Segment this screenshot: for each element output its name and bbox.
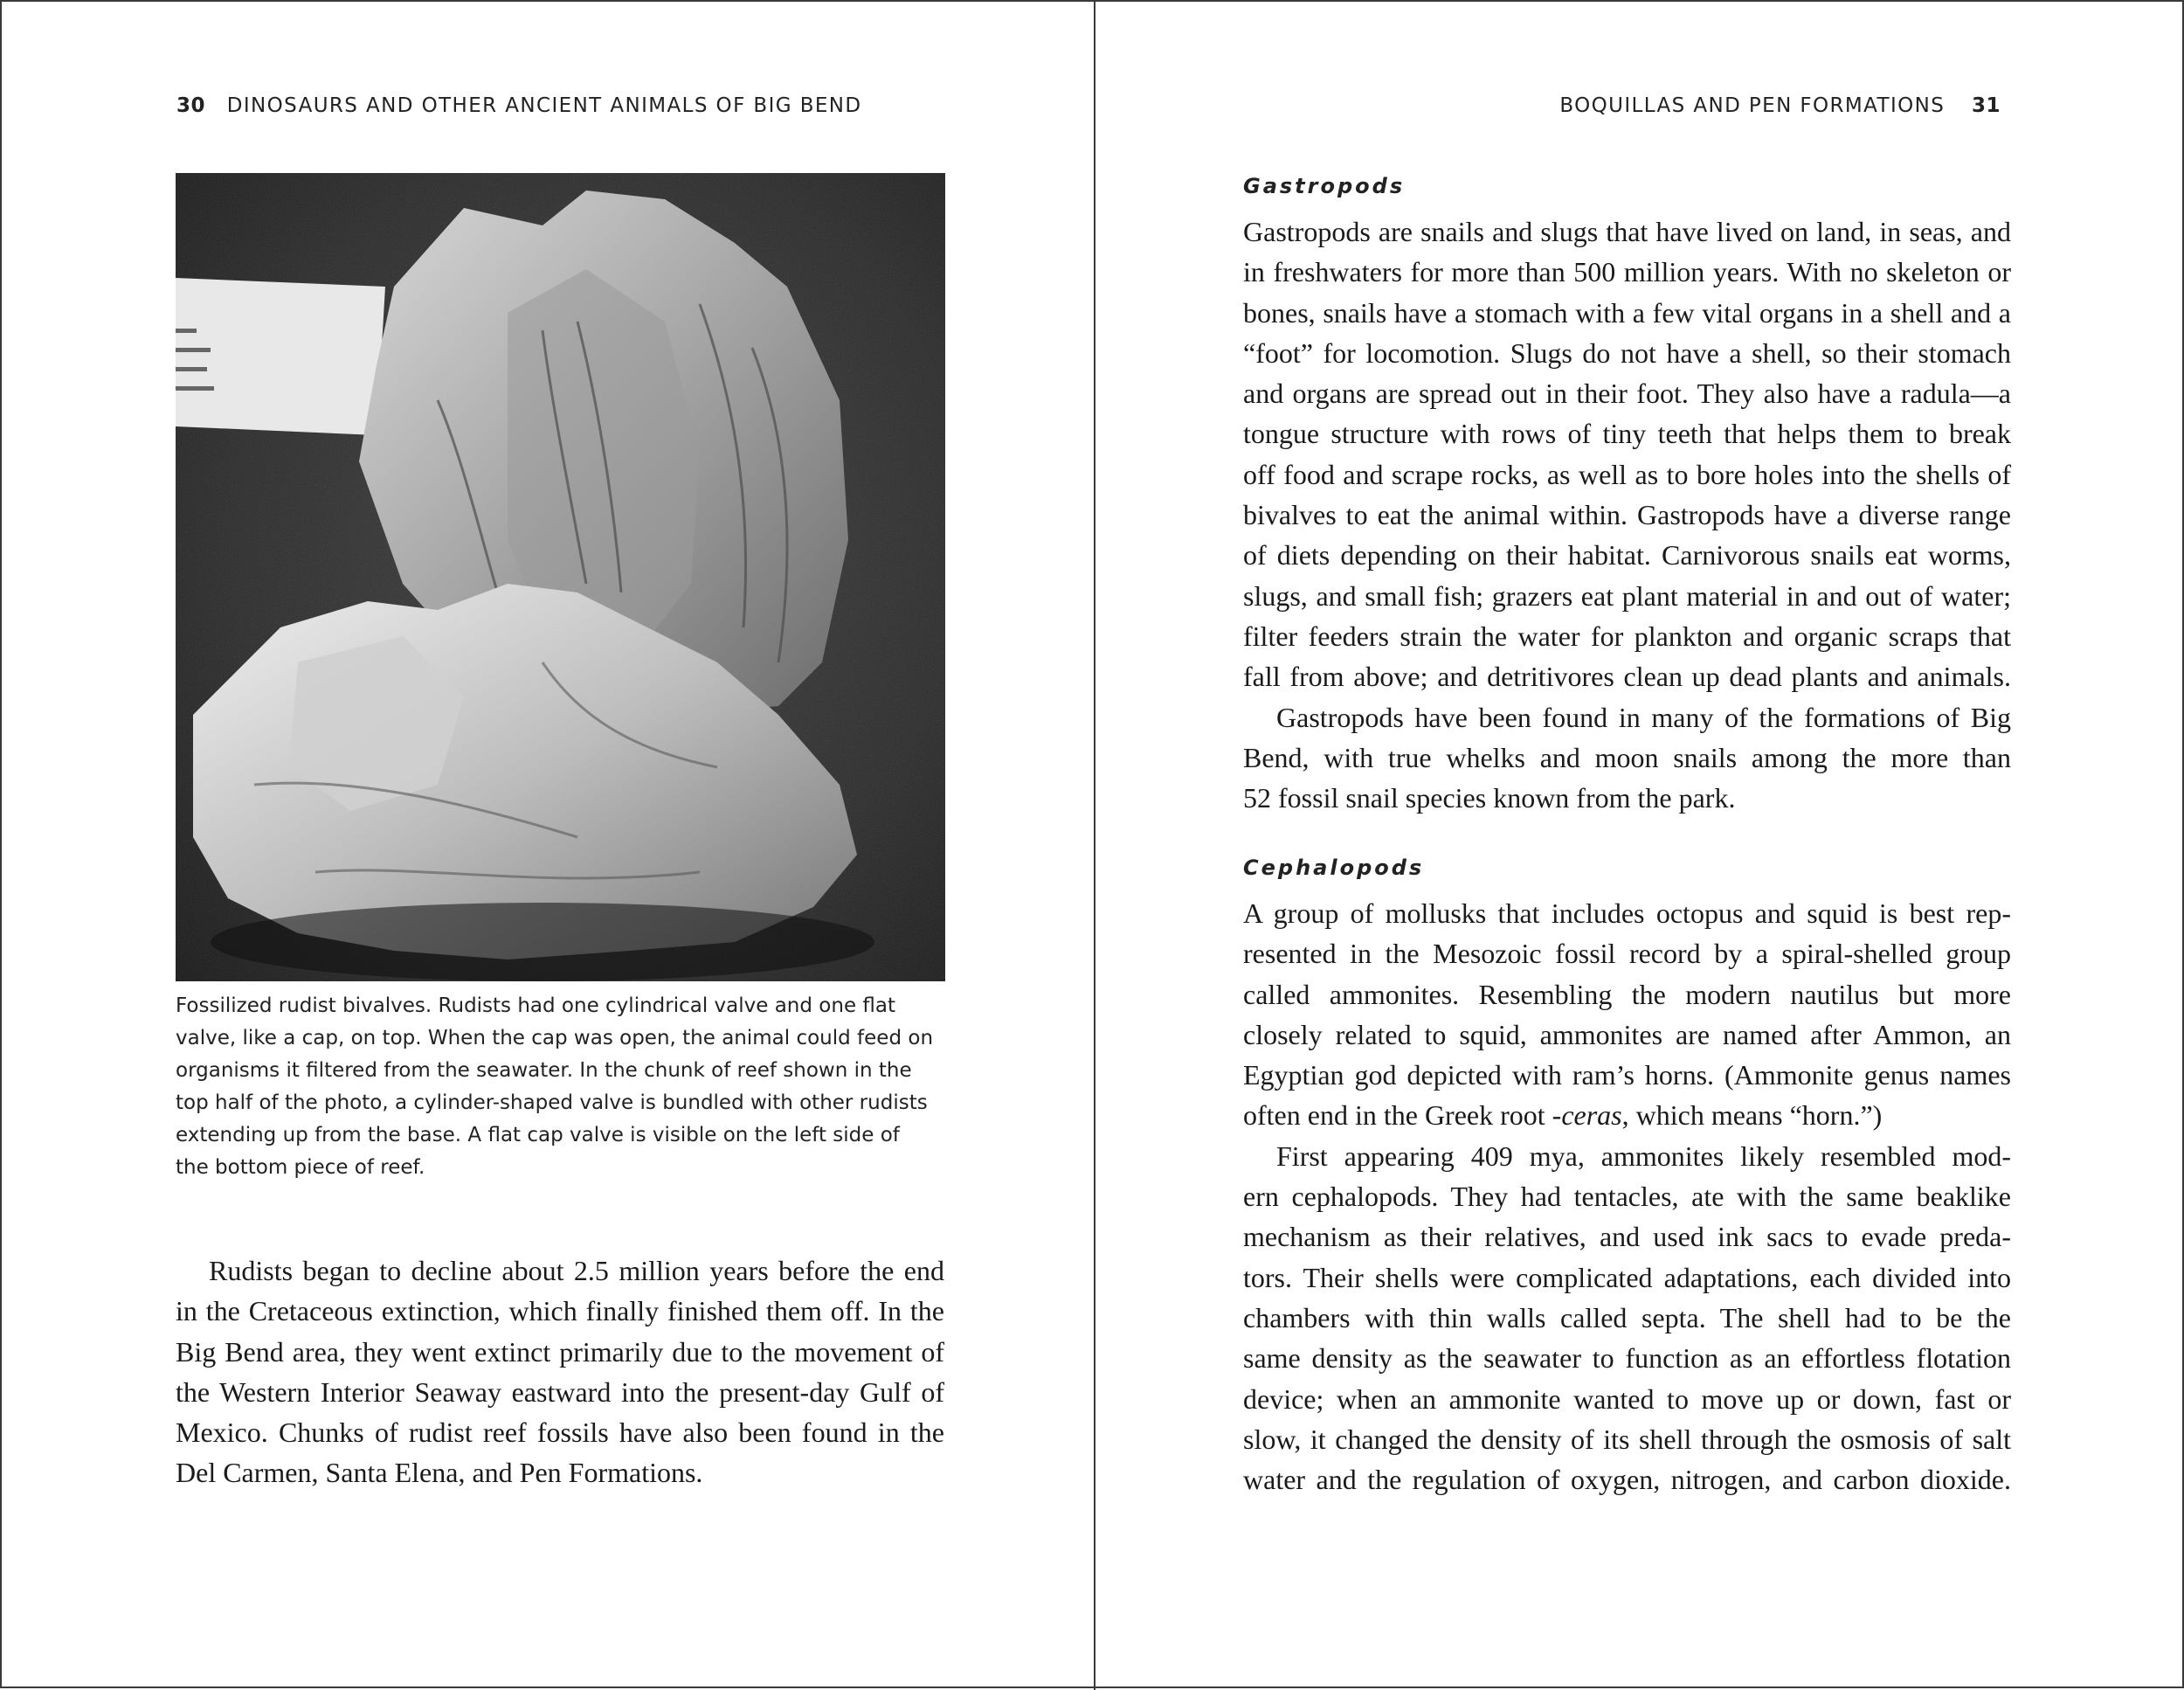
text-line: Mexico. Chunks of rudist reef fossils have also been found in the <box>176 1416 944 1449</box>
text-line: tongue structure with rows of tiny teeth that helps them to break <box>1243 418 2011 450</box>
text-line: A group of mollusks that includes octopus and squid is best rep- <box>1243 897 2011 929</box>
text-line: slow, it changed the density of its shell through the osmosis of salt <box>1243 1423 2011 1455</box>
gastropods-paragraph-1 <box>1243 211 2011 818</box>
text-line <box>1243 1095 2011 1135</box>
right-running-head <box>1559 94 2001 117</box>
caption-line: valve, like a cap, on top. When the cap was open, the animal could feed on <box>176 1027 934 1049</box>
left-running-head-title: DINOSAURS AND OTHER ANCIENT ANIMALS OF BIG BEND <box>226 94 862 117</box>
caption-line: organisms it filtered from the seawater. In the chunk of reef shown in the <box>176 1059 912 1082</box>
text-line: Gastropods are snails and slugs that have lived on land, in seas, and <box>1243 216 2011 247</box>
text-line: Rudists began to decline about 2.5 million years before the end <box>209 1255 944 1286</box>
text-fragment: often end in the Greek root <box>1243 1099 1552 1132</box>
left-page <box>2 2 1094 1690</box>
text-line: First appearing 409 mya, ammonites likely resembled mod- <box>1276 1139 2011 1172</box>
left-running-head <box>176 94 862 117</box>
right-page-number: 31 <box>1971 94 2001 117</box>
text-line: mechanism as their relatives, and used ink sacs to evade preda- <box>1243 1221 2011 1253</box>
text-line: of diets depending on their habitat. Carnivorous snails eat worms, <box>1243 539 2011 571</box>
cephalopods-heading: Cephalopods <box>1243 855 1425 880</box>
text-line: device; when an ammonite wanted to move up or down, fast or <box>1243 1382 2011 1415</box>
text-line: same density as the seawater to function as an effortless flotation <box>1243 1342 2011 1375</box>
text-fragment: , which means “horn.”) <box>1621 1099 1883 1132</box>
text-line: the Western Interior Seaway eastward into the present-day Gulf of <box>176 1375 944 1408</box>
text-line: 52 fossil snail species known from the park. <box>1243 782 1736 814</box>
italic-term: -ceras <box>1552 1099 1622 1132</box>
text-line: Bend, with true whelks and moon snails among the more than <box>1243 741 2011 773</box>
text-line: bivalves to eat the animal within. Gastropods have a diverse range <box>1243 499 2011 531</box>
left-body-paragraph <box>176 1250 944 1493</box>
text-line: Gastropods have been found in many of the formations of Big <box>1276 701 2011 733</box>
right-running-head-title: BOQUILLAS AND PEN FORMATIONS <box>1559 94 1946 117</box>
left-page-number: 30 <box>176 94 206 117</box>
text-line: resented in the Mesozoic fossil record by a spiral-shelled group <box>1243 938 2011 970</box>
cephalopods-paragraphs <box>1243 893 2011 1500</box>
caption-line: extending up from the base. A flat cap valve is visible on the left side of <box>176 1124 900 1146</box>
text-line: in the Cretaceous extinction, which finally finished them off. In the <box>176 1295 944 1327</box>
text-line: off food and scrape rocks, as well as to bore holes into the shells of <box>1243 458 2011 490</box>
caption-line: top half of the photo, a cylinder-shaped valve is bundled with other rudists <box>176 1091 928 1114</box>
text-line: bones, snails have a stomach with a few vital organs in a shell and a <box>1243 296 2011 329</box>
text-line: called ammonites. Resembling the modern nautilus but more <box>1243 978 2011 1010</box>
text-line: ern cephalopods. They had tentacles, ate with the same beaklike <box>1243 1181 2011 1213</box>
text-line: Egyptian god depicted with ram’s horns. (Ammonite genus names <box>1243 1059 2011 1091</box>
text-line: chambers with thin walls called septa. The shell had to be the <box>1243 1301 2011 1333</box>
text-line: Big Bend area, they went extinct primarily due to the movement of <box>176 1335 944 1368</box>
photo-caption <box>176 990 953 1184</box>
text-line: and organs are spread out in their foot. They also have a radula—a <box>1243 377 2011 410</box>
text-line: filter feeders strain the water for plankton and organic scraps that <box>1243 620 2011 652</box>
gastropods-heading: Gastropods <box>1243 174 1406 198</box>
text-line: Del Carmen, Santa Elena, and Pen Formations. <box>176 1457 703 1489</box>
text-line: in freshwaters for more than 500 million years. With no skeleton or <box>1243 256 2011 288</box>
rudist-fossil-photo <box>176 173 945 981</box>
text-line: tors. Their shells were complicated adaptations, each divided into <box>1243 1261 2011 1293</box>
caption-line: Fossilized rudist bivalves. Rudists had one cylindrical valve and one flat <box>176 994 896 1017</box>
text-line: “foot” for locomotion. Slugs do not have a shell, so their stomach <box>1243 336 2011 369</box>
text-line: slugs, and small fish; grazers eat plant material in and out of water; <box>1243 579 2011 612</box>
text-line: water and the regulation of oxygen, nitrogen, and carbon dioxide. <box>1243 1464 2011 1496</box>
text-line: closely related to squid, ammonites are named after Ammon, an <box>1243 1018 2011 1050</box>
text-line: fall from above; and detritivores clean up dead plants and animals. <box>1243 661 2011 693</box>
caption-line: the bottom piece of reef. <box>176 1156 425 1179</box>
